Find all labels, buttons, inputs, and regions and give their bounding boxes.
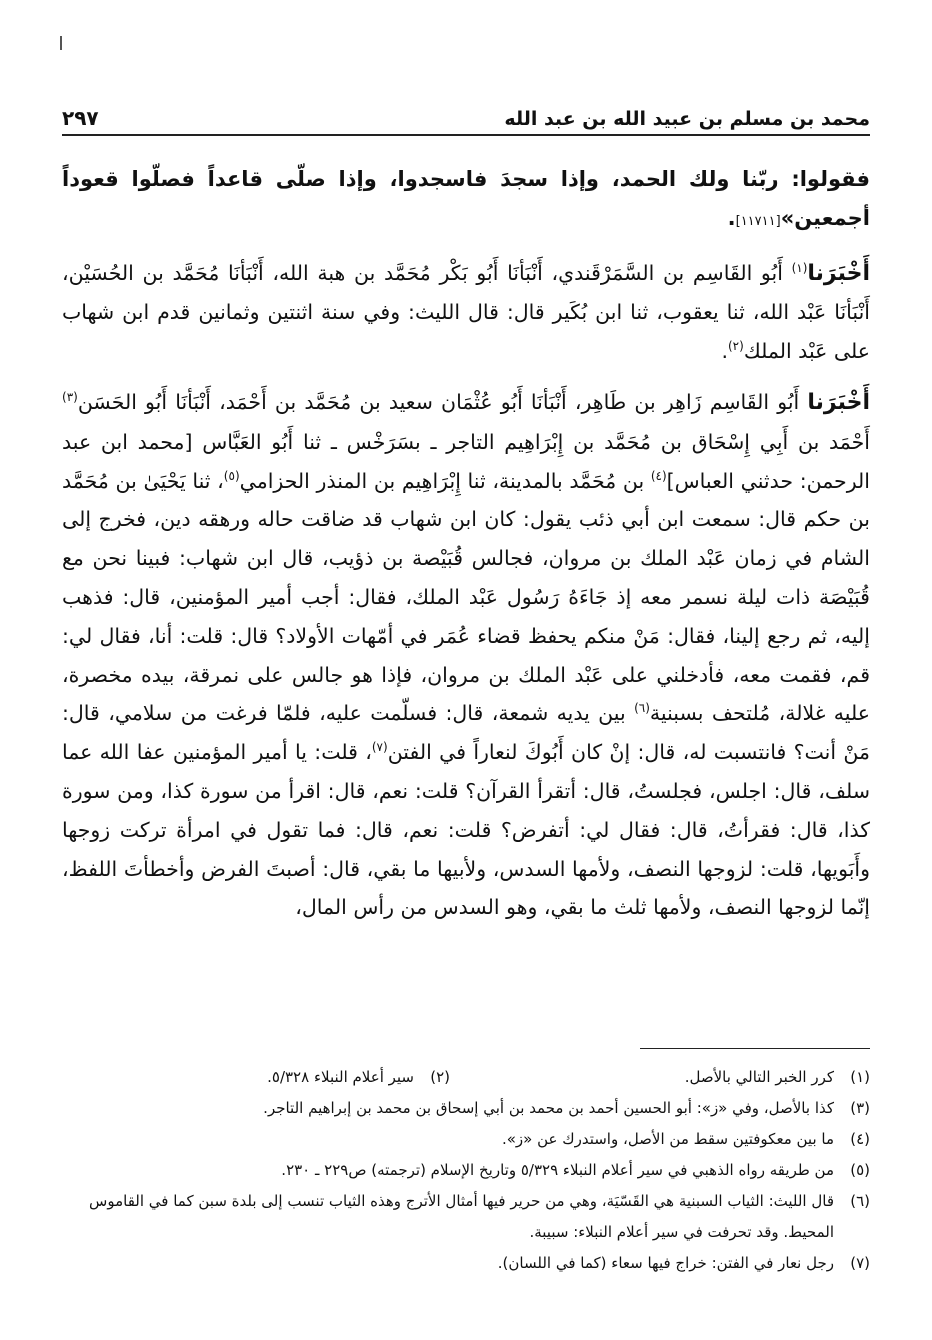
footnote-3 (62, 1093, 870, 1124)
footnote-marker-4: (٤) (650, 468, 667, 483)
footnote-6 (62, 1186, 870, 1248)
page-header (62, 90, 870, 136)
footnote-4 (62, 1124, 870, 1155)
narrative-text: ، ثنا يَحْيَىٰ بن مُحَمَّد بن حكم قال: سمعت ابن أبي ذئب يقول: كان ابن شهاب قد ضاقت حاله ورهقه دين، فخرج إلى الشام في زمان عَبْد الملك بن مروان، فجالس قُبَيْصة بن ذؤيب، قال ابن شهاب: فبينا نحن مع قُبَيْصَة ذات ليلة نسمر معه إذ جَاءَهُ رَسُول عَبْد الملك، فقال: أجب أمير المؤمنين، قال: فذهب إليه، ثم رجع إلينا، فقال: مَنْ منكم يحفظ قضاء عُمَر في أمّهات الأولاد؟ قال: قلت: أنا، فقال لي: قم، فقمت معه، فأدخلني على عَبْد الملك بن مروان، فإذا هو جالس على نمرقة، بيده مخصرة، عليه غلالة، مُلتحف بسبنية (62, 468, 871, 726)
footnote-marker-5: (٥) (223, 468, 240, 483)
running-title: محمد بن مسلم بن عبيد الله بن عبد الله (504, 108, 870, 130)
footnote-2 (70, 1062, 450, 1093)
footnote-number: (٥) (850, 1161, 870, 1179)
page-number: ٢٩٧ (62, 106, 99, 130)
footnote-number: (٢) (430, 1068, 450, 1086)
footnote-5 (62, 1155, 870, 1186)
footnote-text: قال الليث: الثياب السبنية هي القَسّيَة، وهي من حرير فيها أمثال الأترج وهذه الثياب تنسب إلى بلدة سبن كما في القاموس المحيط. وقد تحرفت في سير أعلام النبلاء: سبيبة. (89, 1192, 834, 1241)
footnote-text: سير أعلام النبلاء ٥/٣٢٨. (267, 1068, 414, 1086)
footnote-number: (٦) (850, 1192, 870, 1210)
narrative-text: ، قلت: يا أمير المؤمنين عفا الله عما سلف، قال: اجلس، فجلستُ، قال: أتقرأ القرآن؟ قلت: نعم، قال: اقرأ من سورة كذا، ومن سورة كذا، قال: فقرأتُ، قال: فقال لي: أتفرض؟ قلت: نعم، قال: فما تقول في امرأة تركت زوجها وأَبَويها، قلت: لزوجها النصف، ولأمها السدس، ولأبيها ما بقي، قال: أصبتَ الفرض وأخطأتَ اللفظ، إنّما لزوجها النصف، ولأمها ثلث ما بقي، وهو السدس من رأس المال، (62, 740, 870, 920)
hadith-text: فقولوا: ربّنا ولك الحمد، وإذا سجدَ فاسجدوا، وإذا صلّى قاعداً فصلّوا قعوداً أجمعين» (62, 167, 870, 230)
footnote-number: (٧) (850, 1254, 870, 1272)
isnad-text: أَبُو القَاسِم بن السَّمَرْقَندي، أَنْبَأنَا أَبُو بَكْر مُحَمَّد بن هبة الله، أَنْبَأنَا مُحَمَّد بن الحُسَيْن، أَنْبَأنَا عَبْد الله، ثنا يعقوب، ثنا ابن بُكَير قال: قال الليث: وفي سنة اثنتين وثمانين قدم ابن شهاب على عَبْد الملك (62, 260, 870, 364)
isnad-text: بن مُحَمَّد بالمدينة، ثنا إِبْرَاهِيم بن المنذر الحزامي (239, 468, 651, 493)
footnote-separator (640, 1048, 870, 1049)
footnote-text: ما بين معكوفتين سقط من الأصل، واستدرك عن «ز». (501, 1130, 834, 1148)
footnote-marker-7: (٧) (371, 740, 388, 755)
akhbarana-heading: أَخْبَرَنا (807, 260, 870, 286)
paragraph-isnad-1 (62, 254, 870, 371)
footnote-1 (450, 1062, 870, 1093)
footnote-row-1-2 (62, 1062, 870, 1093)
isnad-text: أَبُو القَاسِم زَاهِر بن طَاهِر، أَنْبَأنَا أَبُو عُثْمَان سعيد بن مُحَمَّد بن أَحْمَد، أَنْبَأنَا أَبُو الحَسَن (77, 389, 808, 414)
main-text (62, 160, 870, 939)
footnote-marker-1: (١) (791, 260, 808, 275)
footnotes (62, 1062, 870, 1279)
footnote-number: (٤) (850, 1130, 870, 1148)
footnote-text: كرر الخبر التالي بالأصل. (684, 1068, 834, 1086)
narrative-text: بين يديه شمعة، قال: فسلّمت عليه، فلمّا فرغت من سلامي، قال: مَنْ أنت؟ فانتسبت له، قال: إنْ كان أَبُوكَ لنعاراً في الفتن (62, 701, 870, 765)
footnote-text: كذا بالأصل، وفي «ز»: أبو الحسين أحمد بن محمد بن أبي إسحاق بن محمد بن إبراهيم التاجر. (263, 1099, 834, 1117)
footnote-text: من طريقه رواه الذهبي في سير أعلام النبلاء ٥/٣٢٩ وتاريخ الإسلام (ترجمته) ص٢٢٩ ـ ٢٣٠. (281, 1161, 834, 1179)
paragraph-end-dot: . (721, 339, 728, 364)
footnote-number: (٣) (850, 1099, 870, 1117)
footnote-marker-3: (٣) (62, 390, 78, 405)
footnote-text: رجل نعار في الفتن: خراج فيها سعاء (كما في اللسان). (497, 1254, 834, 1272)
isnad-text: أَحْمَد بن أَبِي إِسْحَاق بن مُحَمَّد بن إِبْرَاهِيم التاجر ـ بسَرَخْس ـ ثنا أَبُو العَبَّاس [محمد ابن عبد الرحمن: حدثني العباس] (62, 429, 870, 493)
scan-artifact-mark (60, 36, 62, 50)
footnote-number: (١) (850, 1068, 870, 1086)
footnote-marker-6: (٦) (634, 701, 650, 716)
paragraph-isnad-2 (62, 383, 870, 927)
footnote-marker-2: (٢) (727, 339, 744, 354)
paragraph-hadith-end (62, 160, 870, 242)
paragraph-end-dot: . (727, 205, 736, 230)
akhbarana-heading: أَخْبَرَنا (807, 389, 870, 415)
footnote-7 (62, 1248, 870, 1279)
hadith-reference-number: [١١٧١١] (735, 213, 781, 229)
